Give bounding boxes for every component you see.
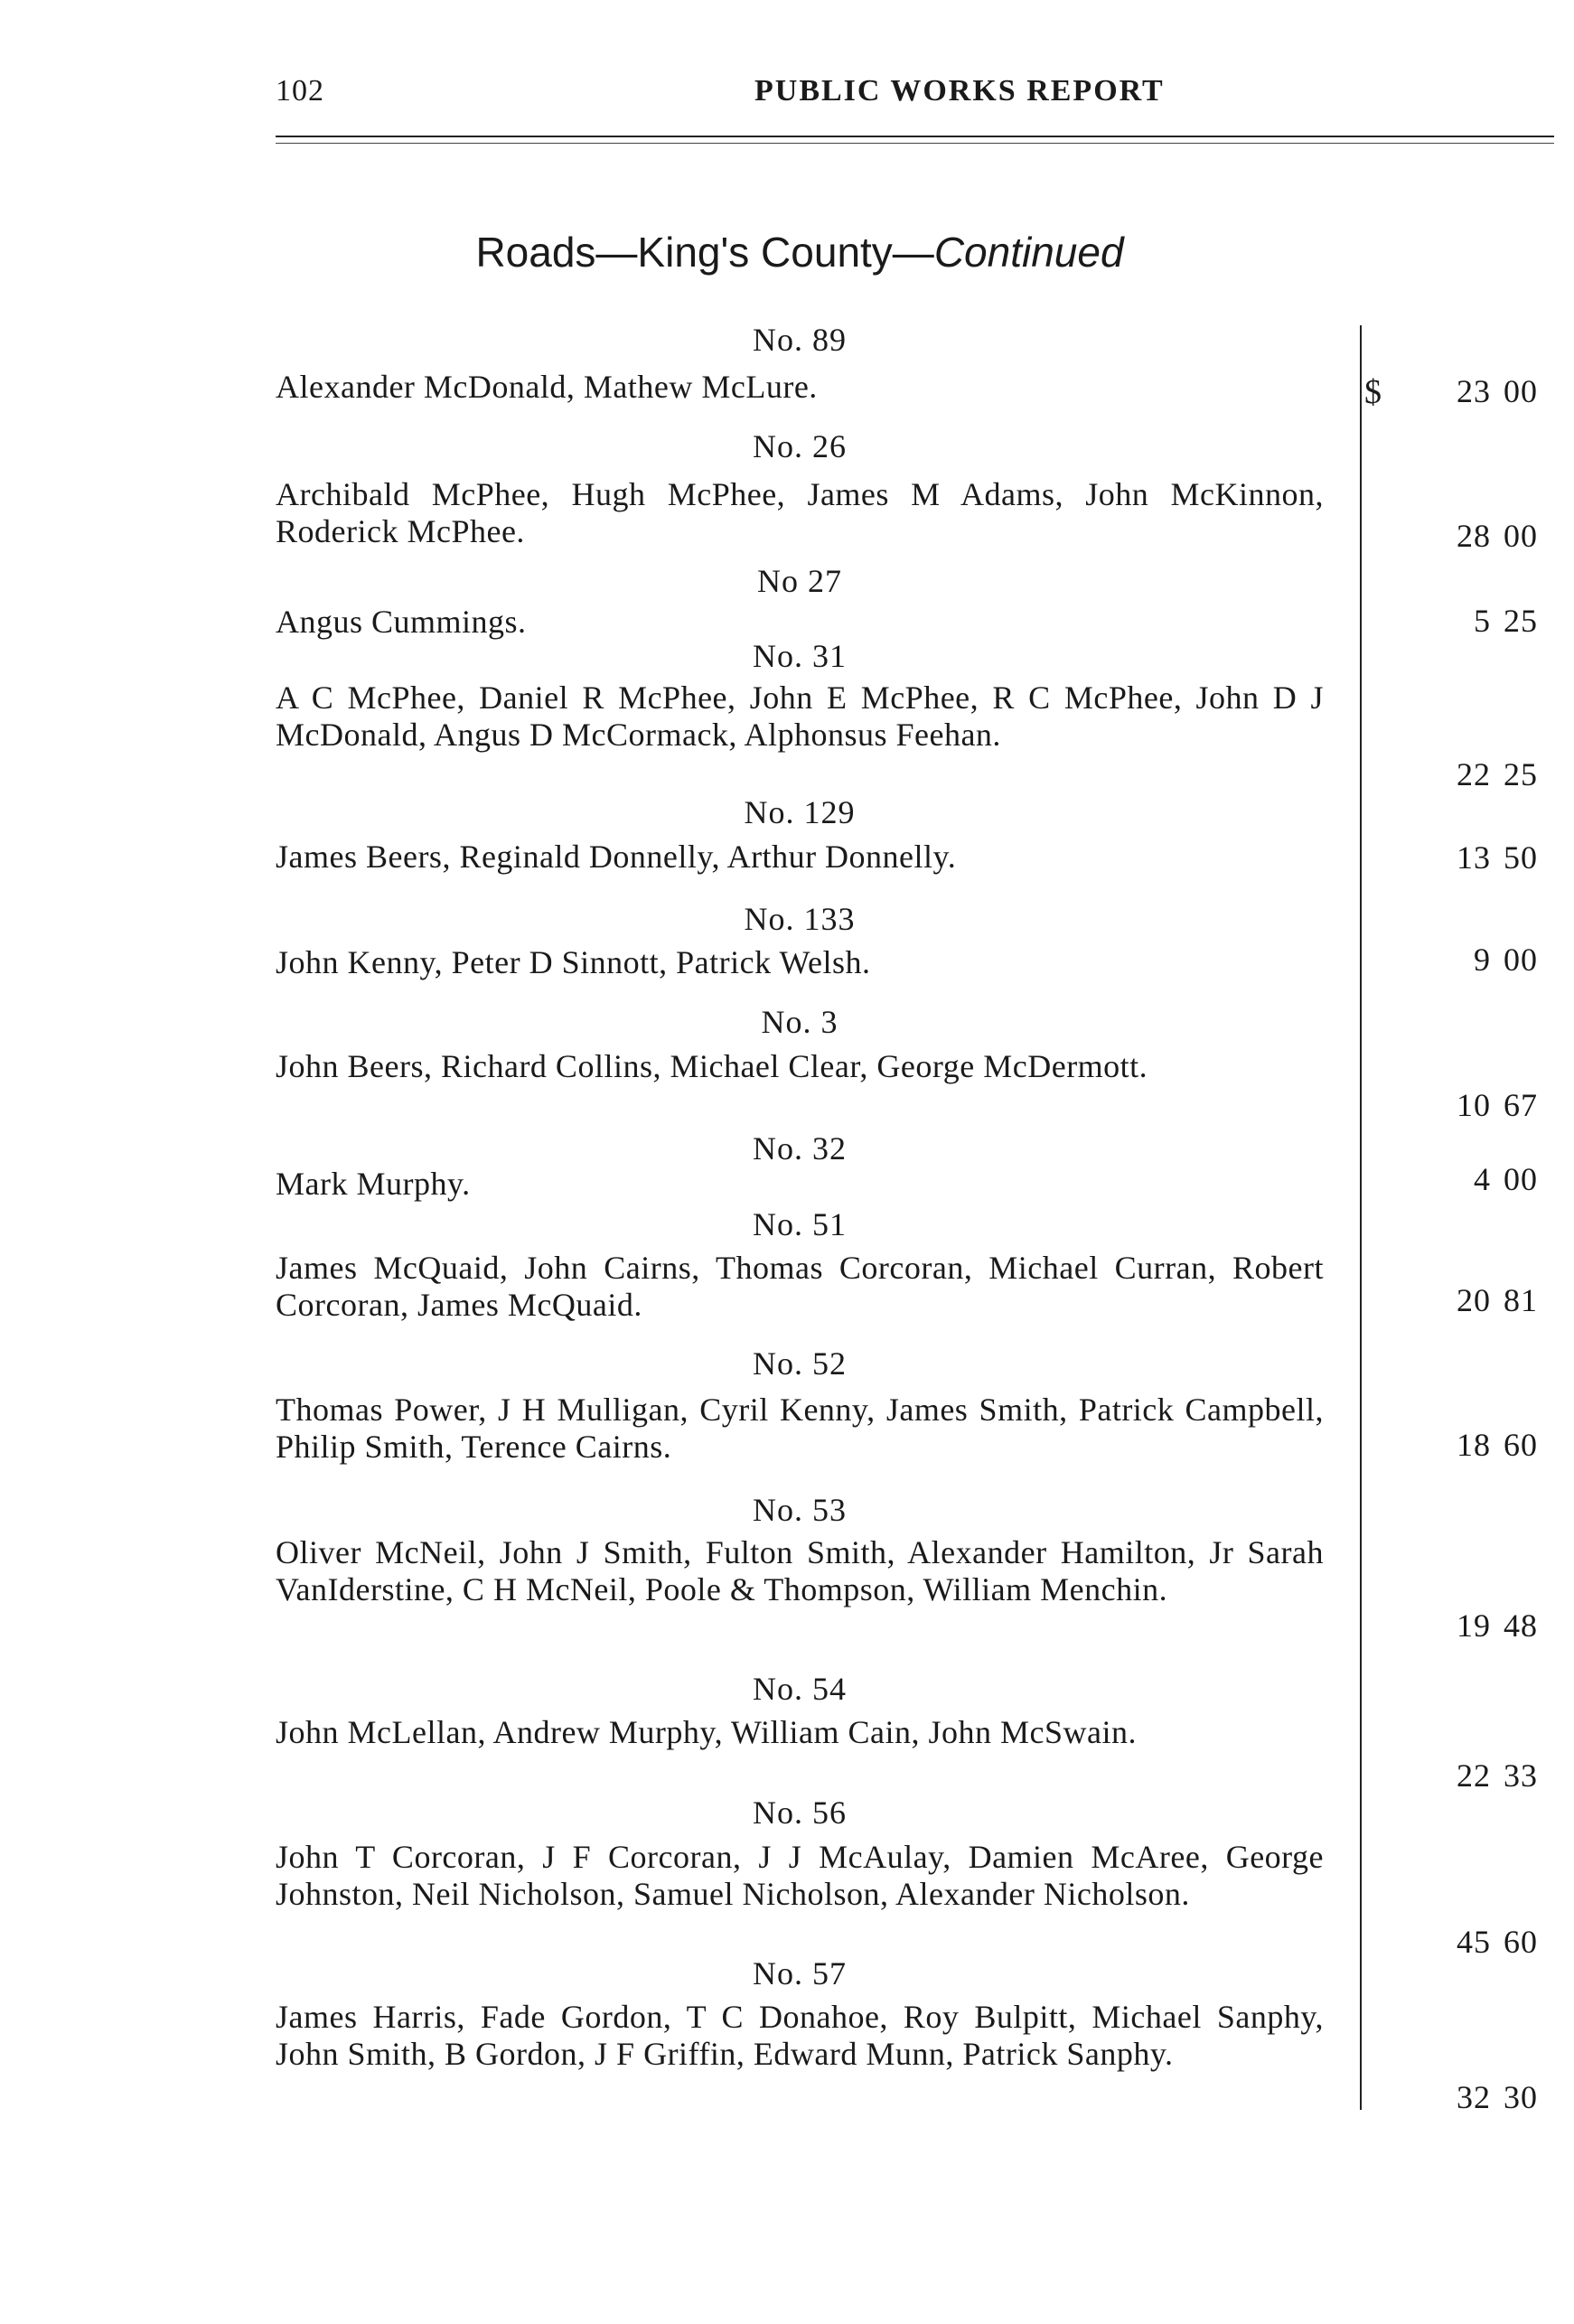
amount-cents: 50 — [1504, 839, 1538, 876]
entry-number: No. 26 — [753, 428, 847, 464]
running-title: PUBLIC WORKS REPORT — [754, 74, 1165, 108]
entry-number: No. 54 — [753, 1671, 847, 1707]
entry-amount — [1457, 1426, 1538, 1464]
amount-cents: 67 — [1504, 1087, 1538, 1123]
entry-names: John T Corcoran, J F Corcoran, J J McAulay, Damien McAree, George Johnston, Neil Nicholson, Samuel Nicholson, Alexander Nicholson. — [276, 1839, 1324, 1912]
entry-amount — [1457, 1607, 1538, 1645]
amount-dollars: 22 — [1457, 756, 1491, 792]
dollar-sign: $ — [1364, 373, 1382, 411]
entry-names: John Beers, Richard Collins, Michael Clear, George McDermott. — [276, 1048, 1148, 1084]
entry-names: Oliver McNeil, John J Smith, Fulton Smith, Alexander Hamilton, Jr Sarah VanIderstine, C H McNeil, Poole & Thompson, William Menchin. — [276, 1534, 1324, 1607]
entry-amount — [1457, 755, 1538, 793]
entry-number: No. 53 — [753, 1492, 847, 1528]
section-title-continued: Continued — [933, 229, 1124, 276]
entry-number: No 27 — [757, 563, 842, 599]
amount-dollars: 28 — [1457, 518, 1491, 554]
entry-number: No. 31 — [753, 638, 847, 674]
entry-number: No. 89 — [753, 322, 847, 358]
entry-names: Alexander McDonald, Mathew McLure. — [276, 369, 818, 405]
amount-cents: 81 — [1504, 1282, 1538, 1318]
amount-column-divider — [1360, 325, 1362, 2110]
entry-names: A C McPhee, Daniel R McPhee, John E McPhee, R C McPhee, John D J McDonald, Angus D McCormack, Alphonsus Feehan. — [276, 679, 1324, 753]
entry-names: James Harris, Fade Gordon, T C Donahoe, Roy Bulpitt, Michael Sanphy, John Smith, B Gordon, J F Griffin, Edward Munn, Patrick Sanphy. — [276, 1999, 1324, 2072]
amount-cents: 60 — [1504, 1427, 1538, 1463]
page-number: 102 — [276, 74, 324, 108]
amount-dollars: 10 — [1457, 1087, 1491, 1123]
entry-number: No. 56 — [753, 1795, 847, 1831]
entry-number: No. 52 — [753, 1345, 847, 1382]
amount-cents: 00 — [1504, 518, 1538, 554]
section-title-text: Roads—King's County— — [475, 229, 934, 276]
amount-dollars: 18 — [1457, 1427, 1491, 1463]
entry-amount — [1457, 517, 1538, 555]
amount-cents: 00 — [1504, 1161, 1538, 1197]
page-header — [276, 74, 1324, 119]
amount-cents: 30 — [1504, 2079, 1538, 2115]
entry-names: Archibald McPhee, Hugh McPhee, James M Adams, John McKinnon, Roderick McPhee. — [276, 476, 1324, 549]
entry-amount — [1457, 2078, 1538, 2116]
amount-cents: 00 — [1504, 373, 1538, 409]
amount-cents: 60 — [1504, 1924, 1538, 1960]
amount-dollars: 4 — [1474, 1161, 1491, 1197]
amount-dollars: 9 — [1474, 942, 1491, 978]
amount-dollars: 13 — [1457, 839, 1491, 876]
entry-names: Angus Cummings. — [276, 604, 527, 640]
entry-number: No. 129 — [744, 794, 856, 830]
entry-names: James McQuaid, John Cairns, Thomas Corcoran, Michael Curran, Robert Corcoran, James McQuaid. — [276, 1250, 1324, 1323]
header-rule — [276, 136, 1554, 137]
entry-names: Mark Murphy. — [276, 1166, 471, 1202]
amount-cents: 25 — [1504, 756, 1538, 792]
header-rule-thin — [276, 143, 1554, 144]
entry-number: No. 133 — [744, 901, 856, 937]
entry-number: No. 3 — [761, 1004, 839, 1040]
entry-names: John Kenny, Peter D Sinnott, Patrick Welsh. — [276, 944, 871, 980]
entry-amount — [1474, 602, 1538, 640]
entry-names: John McLellan, Andrew Murphy, William Cain, John McSwain. — [276, 1714, 1137, 1750]
entry-amount — [1457, 1281, 1538, 1319]
amount-dollars: 22 — [1457, 1757, 1491, 1794]
amount-dollars: 45 — [1457, 1924, 1491, 1960]
entry-amount — [1457, 1086, 1538, 1124]
amount-dollars: 23 — [1457, 373, 1491, 409]
amount-dollars: 5 — [1474, 603, 1491, 639]
entry-amount — [1474, 1160, 1538, 1198]
entry-number: No. 57 — [753, 1955, 847, 1991]
entry-names: James Beers, Reginald Donnelly, Arthur Donnelly. — [276, 839, 957, 875]
amount-cents: 00 — [1504, 942, 1538, 978]
amount-cents: 48 — [1504, 1607, 1538, 1644]
amount-cents: 25 — [1504, 603, 1538, 639]
entry-number: No. 51 — [753, 1206, 847, 1242]
entry-number: No. 32 — [753, 1130, 847, 1167]
amount-cents: 33 — [1504, 1757, 1538, 1794]
amount-dollars: 19 — [1457, 1607, 1491, 1644]
section-title — [276, 228, 1324, 276]
entry-amount — [1474, 941, 1538, 979]
entry-amount — [1457, 372, 1538, 410]
amount-dollars: 20 — [1457, 1282, 1491, 1318]
entry-amount — [1457, 839, 1538, 876]
amount-dollars: 32 — [1457, 2079, 1491, 2115]
entry-amount — [1457, 1923, 1538, 1961]
entry-amount — [1457, 1757, 1538, 1795]
entry-names: Thomas Power, J H Mulligan, Cyril Kenny, James Smith, Patrick Campbell, Philip Smith, Terence Cairns. — [276, 1392, 1324, 1465]
